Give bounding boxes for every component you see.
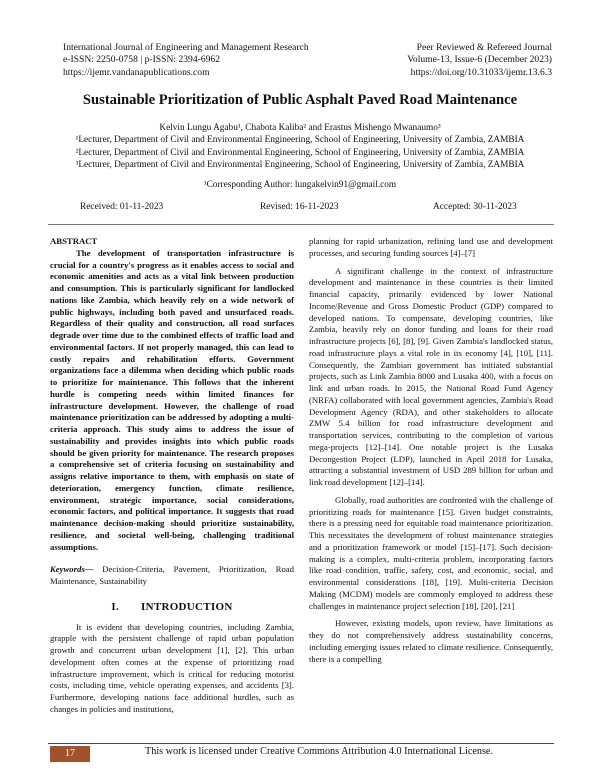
accepted-date: Accepted: 30-11-2023	[433, 202, 517, 212]
intro-paragraph-1: It is evident that developing countries, including Zambia, grapple with the persistent challenge of rapid urban population growth and concurrent urban development [1], [2]. This urban development often comes at the expense of prioritizing road infrastructure improvement, which is critical for reducing motorist costs, including time, vehicle operating expenses, and accidents [3]. Furthermore, developing nations face additional hurdles, such as changes in policies and institutions,	[50, 621, 294, 714]
journal-url[interactable]: https://ijemr.vandanapublications.com	[63, 66, 210, 78]
license-notice: This work is licensed under Creative Commons Attribution 4.0 International License.	[145, 746, 494, 757]
doi-link[interactable]: https://doi.org/10.31033/ijemr.13.6.3	[410, 66, 552, 78]
intro-paragraph-2: A significant challenge in the context of infrastructure development and maintenance in these countries is their limited financial capacity, primarily evidenced by lower National Income/Revenue and Gross Domestic Product (GDP) compared to developed nations. To compensate, developing countries, like Zambia, heavily rely on donor funding and loans for their road infrastructure projects [6], [8], [9]. Given Zambia's landlocked status, road infrastructure plays a vital role in its economy [4], [10], [11]. Consequently, the Zambian government has initiated substantial projects, such as Link Zambia 8000 and Lusaka 400, with a focus on link and urban roads. In 2015, the National Road Fund Agency (NRFA) collaborated with local government agencies, Zambia's Road Development Agency (RDA), and other stakeholders to allocate ZMW 5.4 billion for road infrastructure development and transportation services, contributing to the completion of various mega-projects [12]–[14]. One notable project is the Lusaka Decongestion Project (LDP), launched in April 2018 for Lusaka, attracting a substantial investment of USD 289 billion for urban and link road development [12]–[14].	[309, 265, 553, 487]
intro-paragraph-4: However, existing models, upon review, have limitations as they do not comprehensively address sustainability concerns, including emerging issues related to climate resilience. Consequently, there is a compelling	[309, 618, 553, 664]
author-names: Kelvin Lungu Agabu¹, Chabota Kaliba² and Erastus Mishengo Mwanaumo³	[159, 123, 441, 133]
keywords	[50, 564, 294, 588]
keywords-text: Decision-Criteria, Pavement, Prioritization, Road Maintenance, Sustainability	[50, 564, 294, 586]
abstract-body: The development of transportation infrastructure is crucial for a country's progress as it enables access to social and economic amenities and acts as a vital link between production and consumption. This is particularly significant for landlocked nations like Zambia, which heavily rely on a wide network of public highways, including both paved and unsurfaced roads. Regardless of their quality and construction, all road surfaces degrade over time due to the combined effects of traffic load and environmental factors. If not properly managed, this can lead to costly repairs and rehabilitation efforts. Government organizations face a dilemma when deciding which public roads to prioritize for maintenance. This follows that the inherent hurdle is competing needs within limited finances for infrastructure development. However, the challenge of road maintenance prioritization can be addressed by adopting a multi-criteria approach. This study aims to address the issue of sustainability and provides insights into which public roads should be given priority for maintenance. The research proposes a comprehensive set of criteria focusing on sustainability and assigns relative importance to them, with emphasis on state of deterioration, emergency function, climate resilience, environment, strategic importance, social considerations, economic factors, and political importance. It suggests that road maintenance decision-making should prioritize sustainability, resilience, and societal well-being, challenging traditional assumptions.	[50, 247, 294, 552]
journal-header-left	[63, 42, 309, 79]
abstract-heading: ABSTRACT	[50, 236, 98, 246]
corresponding-author: ¹Corresponding Author: lungakelvin91@gmail.com	[203, 180, 397, 190]
received-date: Received: 01-11-2023	[80, 202, 164, 212]
header-divider	[48, 224, 554, 225]
volume-issue: Volume-13, Issue-6 (December 2023)	[407, 54, 552, 66]
review-status: Peer Reviewed & Refereed Journal	[416, 42, 552, 53]
journal-header-right	[407, 42, 552, 79]
journal-name: International Journal of Engineering and Management Research	[63, 42, 309, 53]
paper-title: Sustainable Prioritization of Public Asphalt Paved Road Maintenance	[82, 92, 518, 108]
issn: e-ISSN: 2250-0758 | p-ISSN: 2394-6962	[63, 54, 221, 66]
section-number: I.	[111, 600, 119, 613]
intro-paragraph-3: Globally, road authorities are confronted with the challenge of prioritizing roads for maintenance [15]. Given budget constraints, there is a pressing need for equitable road maintenance prioritization. This necessitates the development of robust maintenance strategies and a prioritization framework or model [15]–[17]. Such decision-making is a complex, multi-criteria problem, incorporating factors like road condition, traffic, safety, cost, and economic, social, and environmental considerations [18], [19]. Multi-criteria Decision Making (MCDM) models are commonly employed to address these challenges in maintenance project selection [18], [20], [21]	[309, 494, 553, 611]
intro-paragraph-1-cont: planning for rapid urbanization, refining land use and development processes, and securing funding sources [4]–[7]	[309, 236, 553, 258]
affiliation: ³Lecturer, Department of Civil and Environmental Engineering, School of Engineering, University of Zambia, ZAMBIA	[75, 160, 525, 171]
author-block	[0, 122, 600, 172]
section-title: INTRODUCTION	[141, 600, 233, 613]
footer-divider	[48, 743, 554, 744]
affiliation: ¹Lecturer, Department of Civil and Environmental Engineering, School of Engineering, University of Zambia, ZAMBIA	[75, 135, 525, 146]
affiliation: ²Lecturer, Department of Civil and Environmental Engineering, School of Engineering, University of Zambia, ZAMBIA	[75, 147, 525, 158]
right-column	[309, 236, 553, 665]
section-heading	[50, 602, 294, 614]
revised-date: Revised: 16-11-2023	[260, 202, 339, 212]
left-column	[50, 236, 294, 716]
page-number: 17	[50, 746, 90, 762]
keywords-label: Keywords—	[50, 564, 94, 575]
